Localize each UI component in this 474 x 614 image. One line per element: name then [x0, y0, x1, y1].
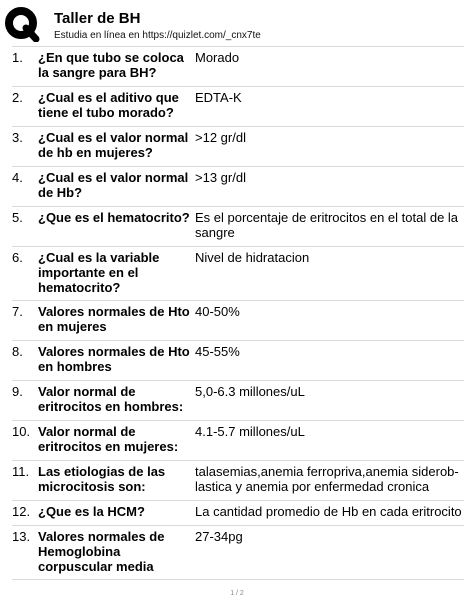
- card-item: [12, 46, 464, 86]
- card-number: 13.: [12, 529, 31, 544]
- card-item: [12, 525, 464, 580]
- card-definition: Es el porcentaje de eritrocitos en el total de la sangre: [195, 210, 459, 240]
- card-definition: >12 gr/dl: [195, 130, 246, 145]
- card-number: 6.: [12, 250, 23, 265]
- card-definition: Morado: [195, 50, 240, 65]
- card-definition: 4.1-5.7 millones/uL: [195, 424, 305, 439]
- card-definition: talasemias,anemia ferropriva,anemia siderob- lastica y anemia por enfermedad cronica: [195, 464, 459, 494]
- card-term: Valores normales de Hemoglobina corpuscular media: [38, 529, 165, 574]
- card-item: [12, 246, 464, 300]
- card-number: 4.: [12, 170, 23, 185]
- card-number: 3.: [12, 130, 23, 145]
- card-definition: 5,0-6.3 millones/uL: [195, 384, 305, 399]
- card-number: 10.: [12, 424, 31, 439]
- card-term: Valor normal de eritrocitos en mujeres:: [38, 424, 179, 454]
- card-list: [12, 46, 464, 580]
- card-term: Valores normales de Hto en mujeres: [38, 304, 190, 334]
- header: [4, 6, 470, 48]
- set-title: Taller de BH: [54, 10, 141, 27]
- card-definition: 45-55%: [195, 344, 240, 359]
- card-item: [12, 420, 464, 460]
- card-number: 11.: [12, 464, 30, 479]
- card-definition: 40-50%: [195, 304, 240, 319]
- card-number: 5.: [12, 210, 23, 225]
- study-online-link[interactable]: Estudia en línea en https://quizlet.com/_cnx7te: [54, 30, 261, 41]
- card-item: [12, 86, 464, 126]
- card-term: ¿Cual es la variable importante en el hematocrito?: [38, 250, 160, 295]
- card-term: Valor normal de eritrocitos en hombres:: [38, 384, 184, 414]
- card-term: ¿Cual es el valor normal de Hb?: [38, 170, 189, 200]
- card-term: ¿En que tubo se coloca la sangre para BH?: [38, 50, 184, 80]
- card-number: 12.: [12, 504, 31, 519]
- card-definition: >13 gr/dl: [195, 170, 246, 185]
- card-number: 7.: [12, 304, 23, 319]
- card-term: Valores normales de Hto en hombres: [38, 344, 190, 374]
- card-definition: Nivel de hidratacion: [195, 250, 310, 265]
- card-term: ¿Cual es el valor normal de hb en mujeres?: [38, 130, 189, 160]
- card-term: ¿Cual es el aditivo que tiene el tubo morado?: [38, 90, 179, 120]
- card-item: [12, 460, 464, 500]
- card-item: [12, 500, 464, 525]
- page-number: 1 / 2: [230, 590, 244, 597]
- card-number: 8.: [12, 344, 23, 359]
- card-item: [12, 340, 464, 380]
- card-term: Las etiologias de las microcitosis son:: [38, 464, 166, 494]
- card-definition: EDTA-K: [195, 90, 242, 105]
- card-item: [12, 166, 464, 206]
- card-item: [12, 206, 464, 246]
- card-number: 2.: [12, 90, 23, 105]
- card-definition: La cantidad promedio de Hb en cada eritrocito: [195, 504, 462, 519]
- card-number: 9.: [12, 384, 23, 399]
- card-definition: 27-34pg: [195, 529, 243, 544]
- quizlet-logo-icon: [4, 6, 40, 42]
- card-item: [12, 300, 464, 340]
- card-item: [12, 126, 464, 166]
- card-number: 1.: [12, 50, 23, 65]
- card-term: ¿Que es la HCM?: [38, 504, 145, 519]
- card-item: [12, 380, 464, 420]
- card-term: ¿Que es el hematocrito?: [38, 210, 190, 225]
